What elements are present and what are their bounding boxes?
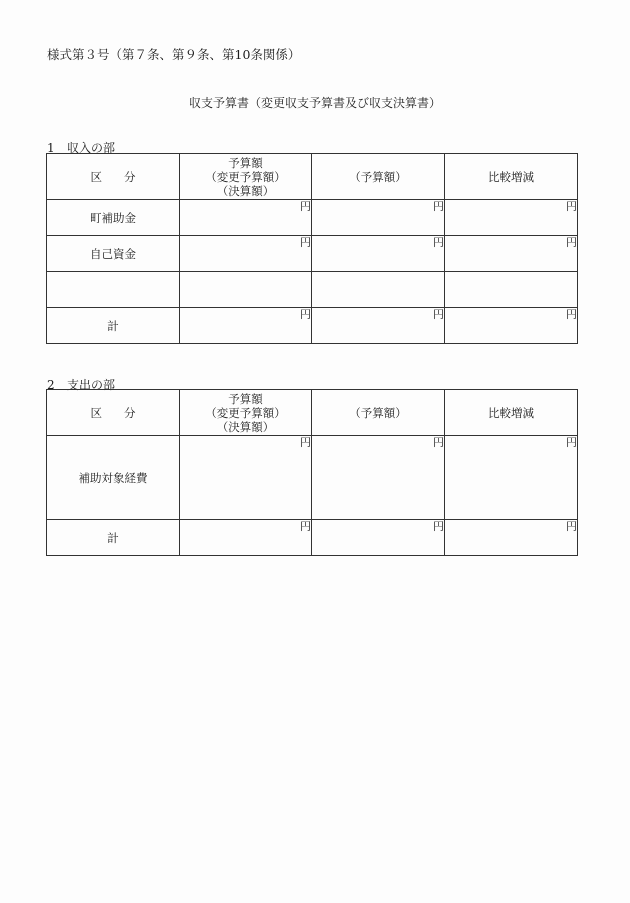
yen-unit: 円 [433,200,444,213]
form-number: 様式第３号（第７条、第９条、第10条関係） [47,47,301,62]
document-title: 収支予算書（変更収支予算書及び収支決算書） [188,96,441,110]
amount-cell[interactable] [180,272,312,308]
yen-unit: 円 [566,520,577,533]
total-row [47,308,578,344]
yen-unit: 円 [566,236,577,249]
yen-unit: 円 [433,436,444,449]
comparison-header: 比較増減 [445,154,578,200]
table-row [47,436,578,520]
row-label: 自己資金 [47,236,180,272]
amount-cell[interactable] [445,272,578,308]
amount-cell[interactable] [312,436,445,520]
total-label: 計 [47,520,180,556]
yen-unit: 円 [433,308,444,321]
budget-amount-header [180,390,312,436]
total-label: 計 [47,308,180,344]
amount-cell[interactable] [180,236,312,272]
yen-unit: 円 [566,436,577,449]
amount-cell[interactable] [312,272,445,308]
income-section-number: 1 [47,141,55,155]
row-label: 補助対象経費 [47,436,180,520]
budget-header-line-1: 予算額 [228,391,263,406]
amount-cell[interactable] [180,308,312,344]
row-label[interactable] [47,272,180,308]
yen-unit: 円 [300,236,311,249]
total-row [47,520,578,556]
amount-cell[interactable] [445,520,578,556]
budget-header-line-2: （変更予算額） [205,405,286,420]
income-section-title: 収入の部 [67,141,116,155]
amount-cell[interactable] [180,436,312,520]
budget-header-line-3: （決算額） [216,183,275,198]
expense-section-title: 支出の部 [67,378,116,392]
yen-unit: 円 [300,308,311,321]
yen-unit: 円 [300,520,311,533]
comparison-header: 比較増減 [445,390,578,436]
yen-unit: 円 [566,308,577,321]
category-header-char-1: 区 [90,169,102,184]
category-header [47,390,180,436]
income-header-row [47,154,578,200]
amount-cell[interactable] [445,308,578,344]
table-row [47,272,578,308]
amount-cell[interactable] [445,436,578,520]
yen-unit: 円 [300,436,311,449]
category-header [47,154,180,200]
budget-header-line-3: （決算額） [216,419,275,434]
amount-cell[interactable] [445,200,578,236]
amount-cell[interactable] [312,200,445,236]
expense-table [46,389,578,556]
category-header-char-2: 分 [124,405,136,420]
table-row [47,236,578,272]
income-table [46,153,578,344]
prior-budget-header: （予算額） [312,154,445,200]
yen-unit: 円 [433,236,444,249]
amount-cell[interactable] [312,308,445,344]
amount-cell[interactable] [312,236,445,272]
budget-header-line-1: 予算額 [228,155,263,170]
amount-cell[interactable] [445,236,578,272]
budget-amount-header [180,154,312,200]
prior-budget-header: （予算額） [312,390,445,436]
amount-cell[interactable] [180,520,312,556]
expense-header-row [47,390,578,436]
yen-unit: 円 [433,520,444,533]
table-row [47,200,578,236]
budget-header-line-2: （変更予算額） [205,169,286,184]
yen-unit: 円 [300,200,311,213]
category-header-char-2: 分 [124,169,136,184]
amount-cell[interactable] [180,200,312,236]
expense-section-number: 2 [47,378,55,392]
row-label: 町補助金 [47,200,180,236]
amount-cell[interactable] [312,520,445,556]
yen-unit: 円 [566,200,577,213]
category-header-char-1: 区 [90,405,102,420]
